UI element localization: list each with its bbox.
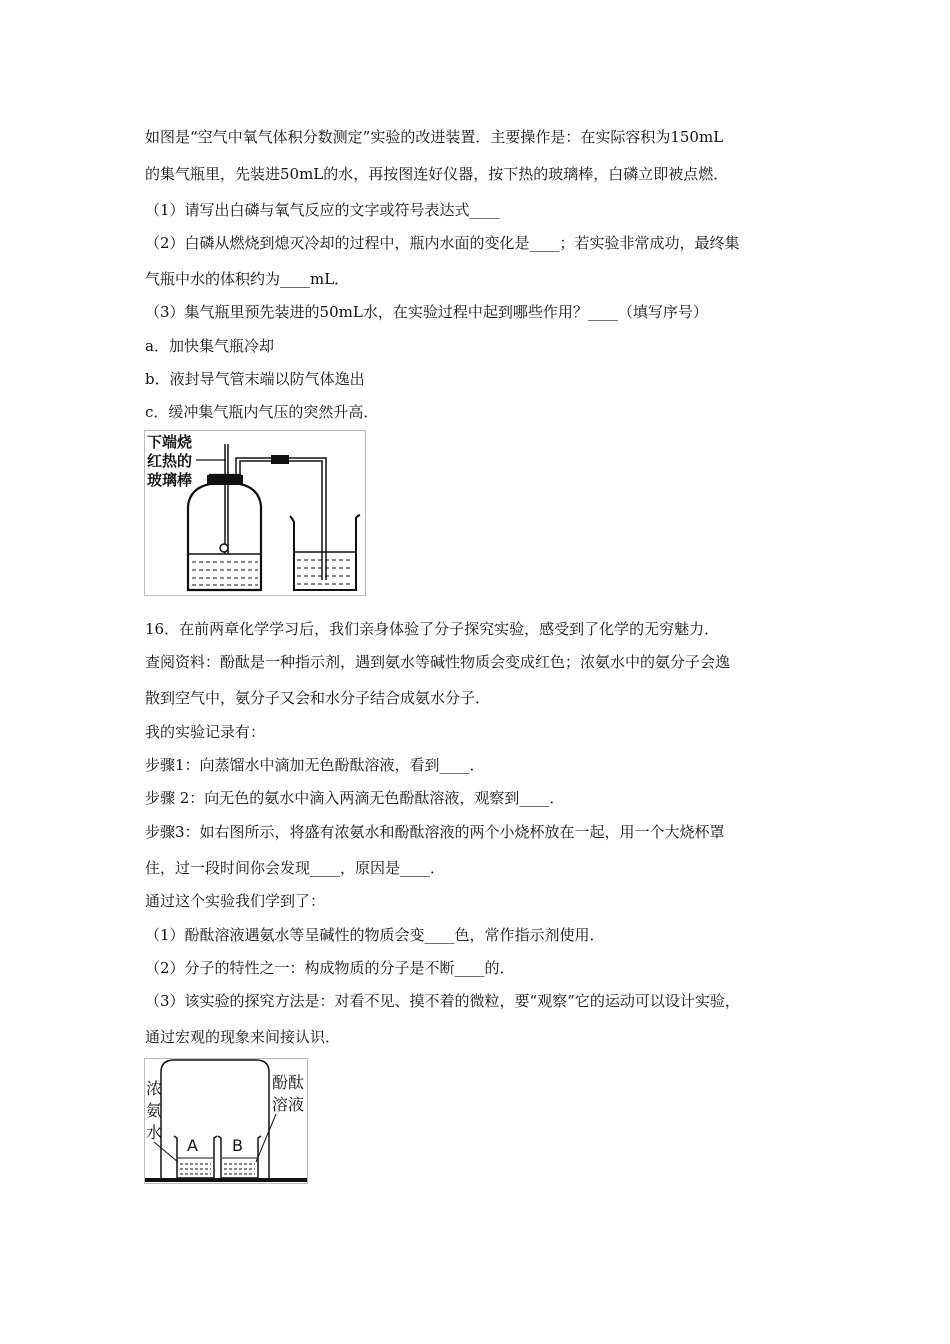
q15-intro-line2: 的集气瓶里，先装进50mL的水，再按图连好仪器，按下热的玻璃棒，白磷立即被点燃．: [145, 165, 729, 183]
q16-title: 16．在前两章化学学习后，我们亲身体验了分子探究实验，感受到了化学的无穷魅力．: [145, 620, 720, 638]
q16-learned-heading: 通过这个实验我们学到了：: [145, 892, 326, 910]
q16-learned-3-line2: 通过宏观的现象来间接认识．: [145, 1028, 341, 1046]
q16-step-1: 步骤1：向蒸馏水中滴加无色酚酞溶液，看到____．: [145, 756, 485, 774]
ammonia-label-1: 浓: [146, 1079, 163, 1098]
q16-reference-line1: 查阅资料：酚酞是一种指示剂，遇到氨水等碱性物质会变成红色；浓氨水中的氨分子会逸: [145, 653, 731, 671]
q15-option-c: c．缓冲集气瓶内气压的突然升高．: [145, 403, 379, 421]
q15-option-a: a．加快集气瓶冷却: [145, 337, 274, 355]
q16-record-heading: 我的实验记录有：: [145, 723, 266, 741]
phenolphthalein-label-2: 溶液: [272, 1095, 305, 1114]
ammonia-label-2: 氨: [146, 1101, 163, 1120]
ammonia-label-3: 水: [146, 1123, 163, 1142]
q15-intro-line1: 如图是“空气中氧气体积分数测定”实验的改进装置．主要操作是：在实际容积为150mL: [145, 128, 724, 146]
white-phosphorus: [220, 544, 228, 552]
q16-learned-3-line1: （3）该实验的探究方法是：对看不见、摸不着的微粒，要“观察”它的运动可以设计实验，: [145, 992, 740, 1010]
q15-question-2-line1: （2）白磷从燃烧到熄灭冷却的过程中，瓶内水面的变化是____；若实验非常成功，最终集: [145, 234, 740, 252]
beaker-b-label: B: [232, 1136, 243, 1155]
q15-question-1: （1）请写出白磷与氧气反应的文字或符号表达式____: [145, 201, 500, 219]
beaker-a-label: A: [187, 1136, 198, 1155]
phenolphthalein-label-1: 酚酞: [272, 1073, 305, 1092]
gas-bottle-apparatus-figure: [144, 430, 366, 596]
rod-label-line2: 红热的: [147, 452, 193, 470]
q16-learned-2: （2）分子的特性之一：构成物质的分子是不断____的．: [145, 959, 515, 977]
q16-learned-1: （1）酚酞溶液遇氨水等呈碱性的物质会变____色，常作指示剂使用．: [145, 926, 605, 944]
q16-step-2: 步骤 2：向无色的氨水中滴入两滴无色酚酞溶液，观察到____．: [145, 789, 565, 807]
base-plate: [145, 1178, 307, 1182]
q15-question-3: （3）集气瓶里预先装进的50mL水，在实验过程中起到哪些作用？____（填写序号）: [145, 303, 708, 321]
q15-question-2-line2: 气瓶中水的体积约为____mL．: [145, 270, 350, 288]
q15-option-b: b．液封导气管末端以防气体逸出: [145, 370, 365, 388]
q16-step-3-line1: 步骤3：如右图所示，将盛有浓氨水和酚酞溶液的两个小烧杯放在一起，用一个大烧杯罩: [145, 823, 725, 841]
tube-clamp: [271, 455, 289, 464]
ammonia-beakers-figure: [144, 1058, 308, 1184]
rod-label-line1: 下端烧: [147, 433, 193, 451]
q16-step-3-line2: 住，过一段时间你会发现____，原因是____．: [145, 859, 446, 877]
rod-label-line3: 玻璃棒: [147, 471, 193, 489]
q16-reference-line2: 散到空气中，氨分子又会和水分子结合成氨水分子．: [145, 689, 491, 707]
